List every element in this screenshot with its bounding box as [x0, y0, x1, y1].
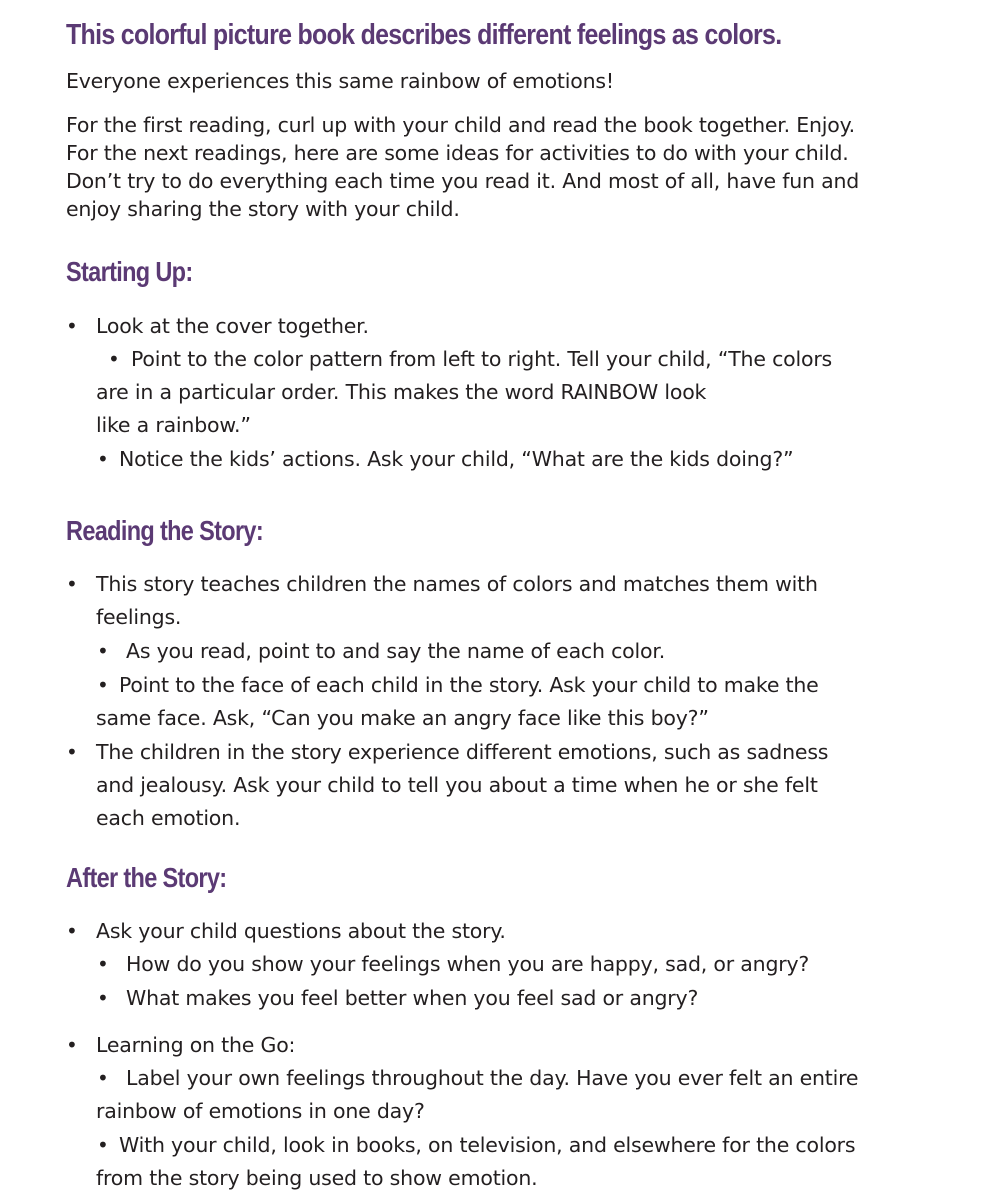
sub-bullet-dot: • [97, 1133, 109, 1157]
list-item-line: This story teaches children the names of colors and matches them with [96, 572, 818, 596]
sub-list-item-line: like a rainbow.” [96, 413, 251, 437]
list-item-line: each emotion. [96, 806, 241, 830]
sub-list-item: As you read, point to and say the name of each color. [126, 639, 666, 663]
section-heading-starting-up: Starting Up: [66, 256, 193, 287]
sub-list-item-line: rainbow of emotions in one day? [96, 1099, 425, 1123]
intro-para-line-3: Don’t try to do everything each time you read it. And most of all, have fun and [66, 169, 860, 193]
sub-bullet-dot: • [97, 639, 109, 663]
sub-bullet-dot: • [97, 447, 109, 471]
intro-para-line-2: For the next readings, here are some ideas for activities to do with your child. [66, 141, 849, 165]
sub-list-item-line: same face. Ask, “Can you make an angry face like this boy?” [96, 706, 709, 730]
sub-bullet-dot: • [97, 986, 109, 1010]
list-item-line: and jealousy. Ask your child to tell you about a time when he or she felt [96, 773, 818, 797]
sub-bullet-dot: • [97, 673, 109, 697]
section-heading-reading: Reading the Story: [66, 515, 263, 546]
sub-bullet-dot: • [108, 347, 120, 371]
sub-bullet-dot: • [97, 952, 109, 976]
bullet-dot: • [66, 572, 78, 596]
list-item-line: The children in the story experience different emotions, such as sadness [96, 740, 829, 764]
sub-list-item-line: With your child, look in books, on television, and elsewhere for the colors [119, 1133, 856, 1157]
sub-list-item-line: Point to the face of each child in the story. Ask your child to make the [119, 673, 819, 697]
list-item: Ask your child questions about the story. [96, 919, 506, 943]
bullet-dot: • [66, 919, 78, 943]
sub-list-item-line: from the story being used to show emotion. [96, 1166, 538, 1190]
sub-list-item: Notice the kids’ actions. Ask your child, “What are the kids doing?” [119, 447, 794, 471]
sub-list-item: What makes you feel better when you feel sad or angry? [126, 986, 699, 1010]
bullet-dot: • [66, 314, 78, 338]
page-title: This colorful picture book describes different feelings as colors. [66, 19, 782, 51]
intro-para-line-4: enjoy sharing the story with your child. [66, 197, 460, 221]
list-item: Learning on the Go: [96, 1033, 296, 1057]
list-item: Look at the cover together. [96, 314, 369, 338]
sub-bullet-dot: • [97, 1066, 109, 1090]
intro-line: Everyone experiences this same rainbow of emotions! [66, 69, 614, 93]
bullet-dot: • [66, 1033, 78, 1057]
bullet-dot: • [66, 740, 78, 764]
list-item-line: feelings. [96, 605, 182, 629]
sub-list-item: How do you show your feelings when you are happy, sad, or angry? [126, 952, 810, 976]
sub-list-item-line: Point to the color pattern from left to right. Tell your child, “The colors [131, 347, 833, 371]
intro-para-line-1: For the first reading, curl up with your child and read the book together. Enjoy. [66, 113, 855, 137]
sub-list-item-line: are in a particular order. This makes the word RAINBOW look [96, 380, 707, 404]
sub-list-item-line: Label your own feelings throughout the day. Have you ever felt an entire [126, 1066, 859, 1090]
section-heading-after: After the Story: [66, 862, 227, 893]
